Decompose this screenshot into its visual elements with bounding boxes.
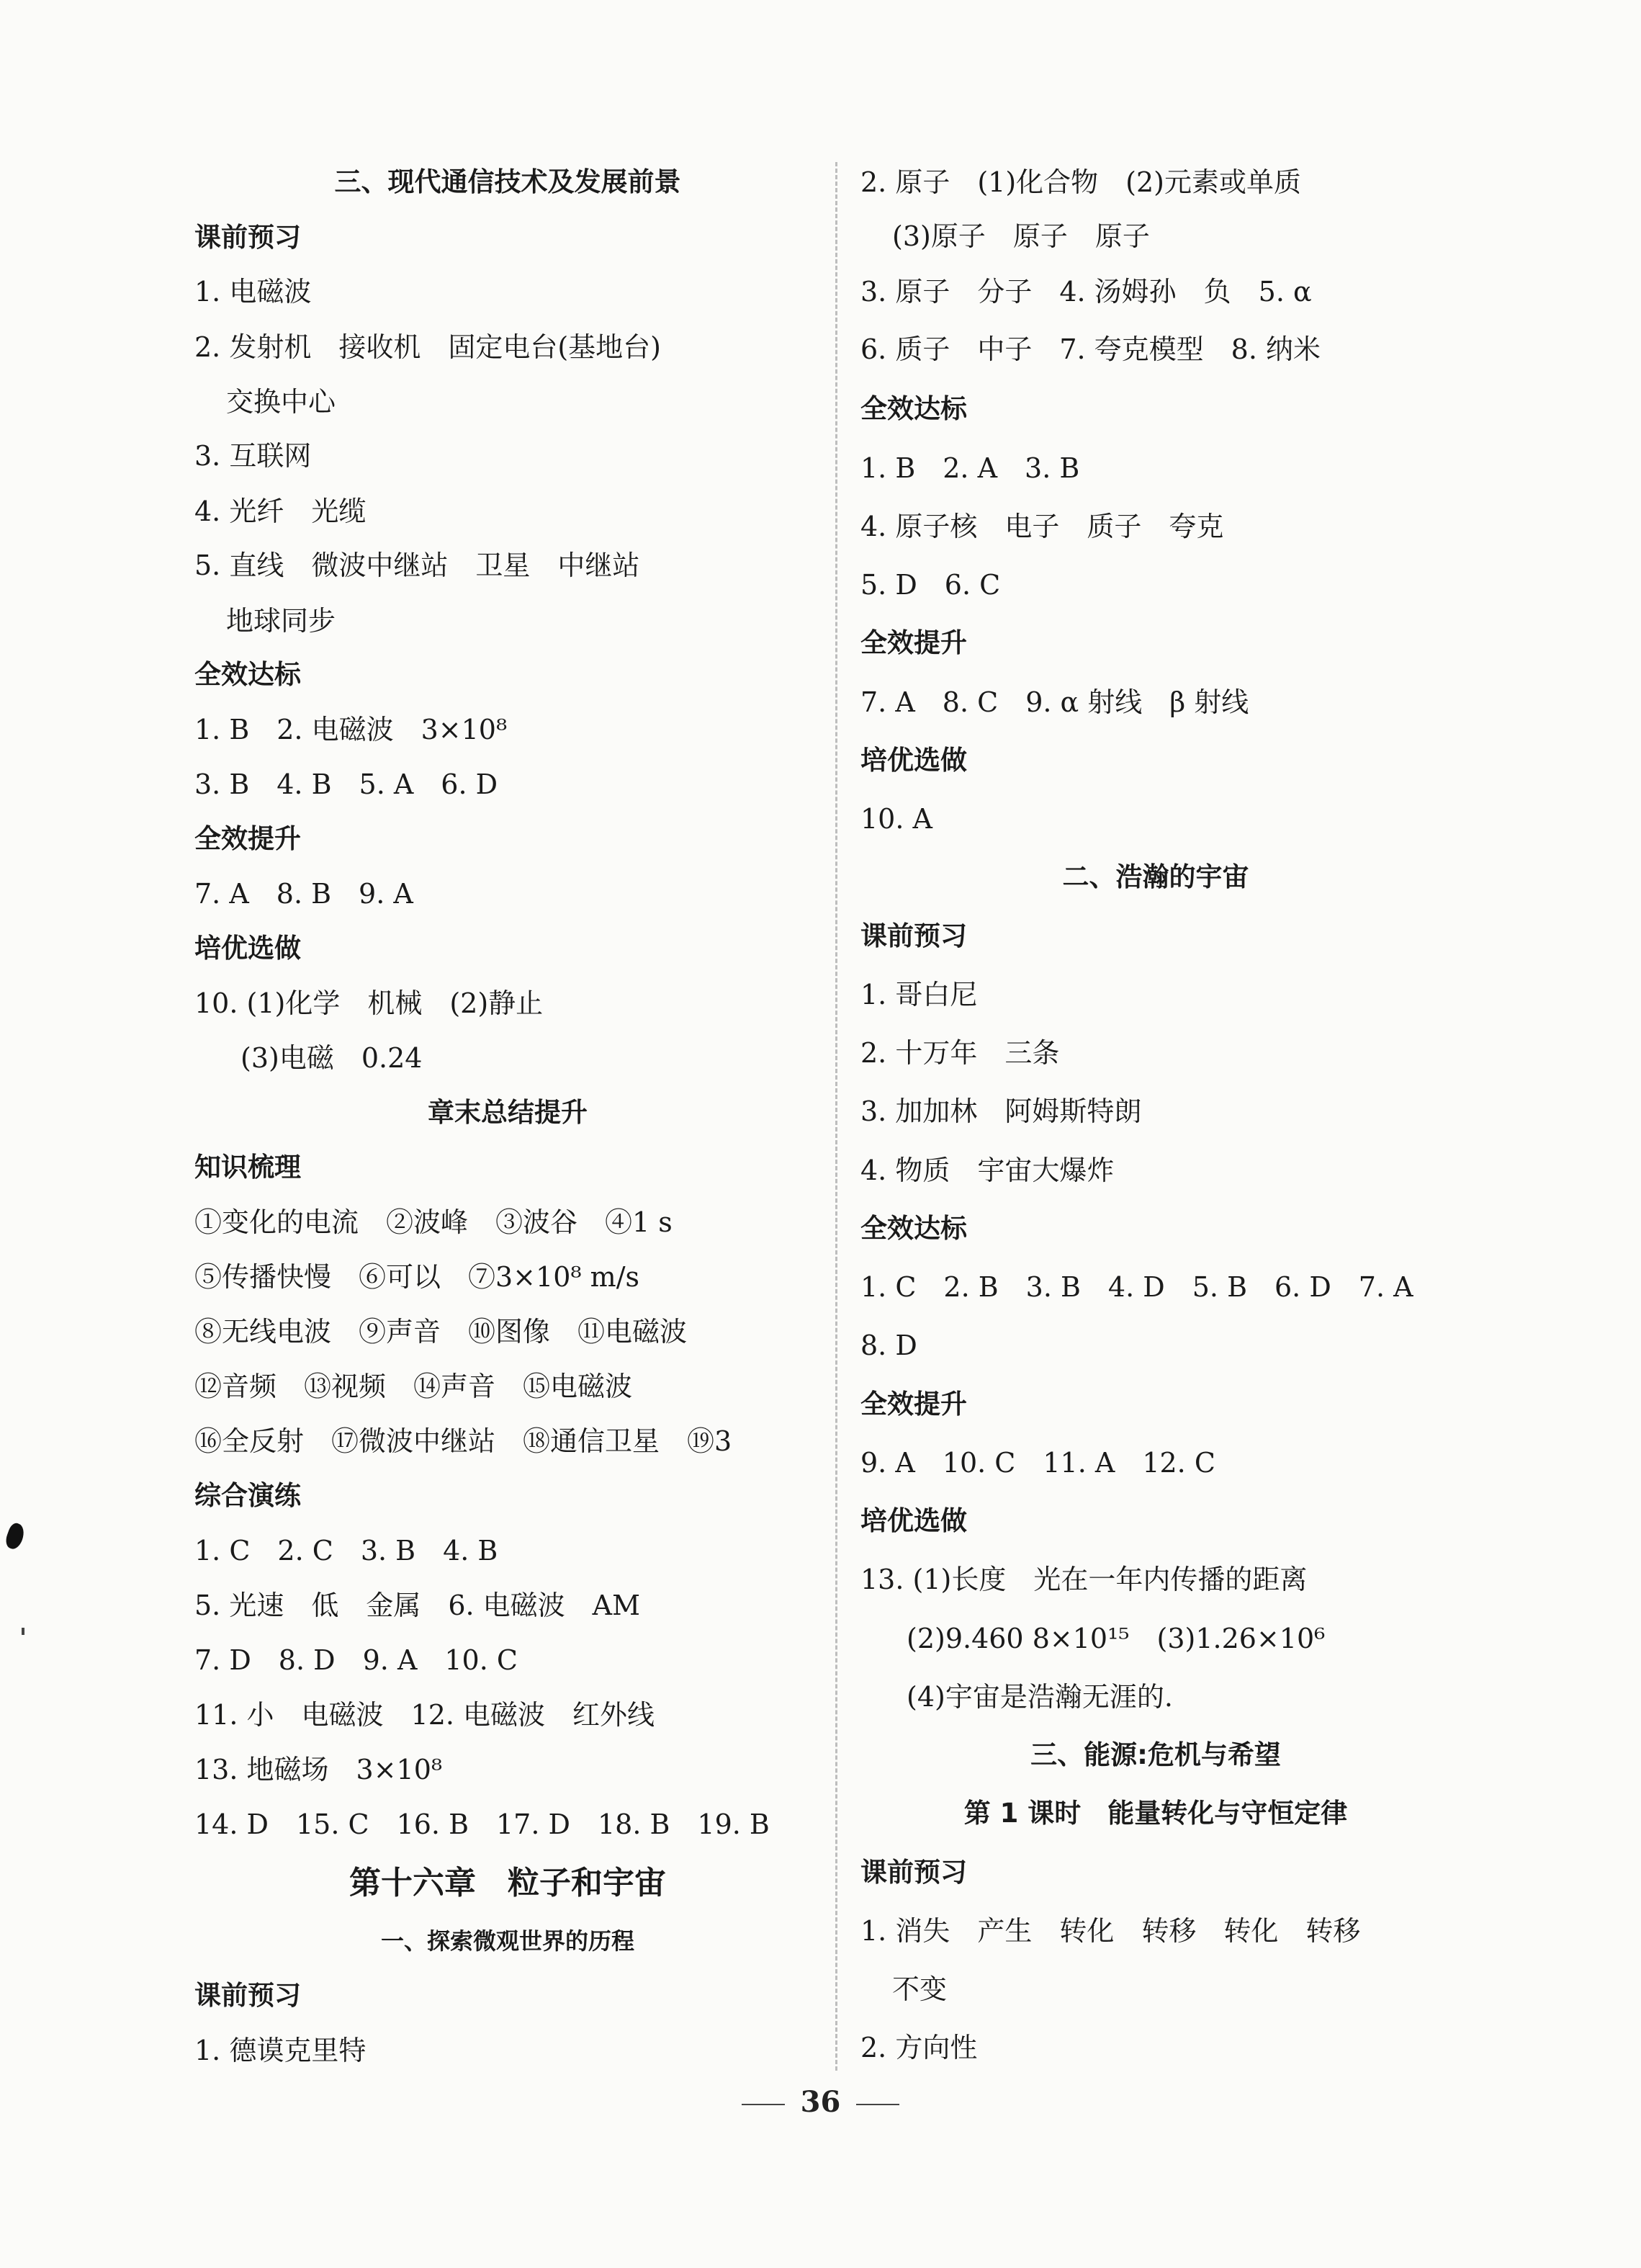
column-divider — [835, 162, 837, 2071]
answer-line: 13. 地磁场 3×10⁸ — [194, 1754, 443, 1785]
answer-line: 3. 原子 分子 4. 汤姆孙 负 5. α — [860, 276, 1312, 308]
answer-line: ⑫音频 ⑬视频 ⑭声音 ⑮电磁波 — [194, 1371, 633, 1402]
answer-line: 5. 直线 微波中继站 卫星 中继站 — [194, 550, 640, 581]
answer-line: 2. 原子 (1)化合物 (2)元素或单质 — [860, 166, 1301, 198]
answer-line: 3. 加加林 阿姆斯特朗 — [860, 1095, 1142, 1127]
section-heading: 培优选做 — [860, 745, 967, 776]
answer-line: 4. 光纤 光缆 — [194, 496, 367, 527]
section-heading: 课前预习 — [860, 920, 967, 951]
answer-line: 8. D — [860, 1330, 917, 1361]
answer-continuation: 不变 — [892, 1973, 948, 2005]
section-heading: 全效达标 — [860, 393, 967, 424]
answer-line: 1. 德谟克里特 — [194, 2035, 367, 2066]
answer-line: 2. 方向性 — [860, 2032, 978, 2063]
section-heading: 课前预习 — [194, 222, 301, 253]
answer-line: 9. A 10. C 11. A 12. C — [860, 1447, 1215, 1479]
answer-line: 1. 哥白尼 — [860, 979, 978, 1010]
page-number — [0, 2085, 1641, 2119]
answer-line: 6. 质子 中子 7. 夸克模型 8. 纳米 — [860, 333, 1321, 365]
answer-continuation: (3)电磁 0.24 — [240, 1042, 423, 1074]
section-heading: 全效提升 — [194, 823, 301, 854]
section-title: 三、现代通信技术及发展前景 — [334, 166, 681, 197]
ink-speck — [22, 1628, 24, 1635]
section-heading: 知识梳理 — [194, 1152, 301, 1183]
answer-line: 2. 发射机 接收机 固定电台(基地台) — [194, 331, 661, 363]
answer-line: 1. B 2. A 3. B — [860, 452, 1080, 484]
chapter-title: 第十六章 粒子和宇宙 — [349, 1865, 666, 1901]
answer-line: 1. B 2. 电磁波 3×10⁸ — [194, 714, 508, 745]
section-heading: 课前预习 — [860, 1857, 967, 1888]
answer-line: 1. 消失 产生 转化 转移 转化 转移 — [860, 1915, 1361, 1947]
dash-right — [856, 2104, 899, 2105]
answer-line: 3. 互联网 — [194, 440, 312, 472]
answer-line: 7. D 8. D 9. A 10. C — [194, 1644, 518, 1676]
section-heading: 课前预习 — [194, 1980, 301, 2011]
answer-continuation: 地球同步 — [226, 605, 336, 637]
section-heading: 全效达标 — [860, 1213, 967, 1244]
answer-line: ⑯全反射 ⑰微波中继站 ⑱通信卫星 ⑲3 — [194, 1425, 732, 1457]
answer-line: 4. 物质 宇宙大爆炸 — [860, 1155, 1115, 1186]
answer-line: 1. C 2. B 3. B 4. D 5. B 6. D 7. A — [860, 1271, 1413, 1303]
answer-line: 7. A 8. C 9. α 射线 β 射线 — [860, 686, 1249, 718]
section-title: 第 1 课时 能量转化与守恒定律 — [963, 1798, 1348, 1829]
answer-line: ⑤传播快慢 ⑥可以 ⑦3×10⁸ m/s — [194, 1261, 640, 1293]
answer-line: 5. 光速 低 金属 6. 电磁波 AM — [194, 1590, 641, 1621]
answer-continuation: (4)宇宙是浩瀚无涯的. — [907, 1681, 1173, 1713]
answer-line: 7. A 8. B 9. A — [194, 878, 413, 910]
answer-line: 5. D 6. C — [860, 569, 1001, 601]
answer-continuation: 交换中心 — [226, 386, 336, 418]
dash-left — [742, 2104, 785, 2105]
answer-line: 1. 电磁波 — [194, 276, 312, 308]
answer-continuation: (2)9.460 8×10¹⁵ (3)1.26×10⁶ — [907, 1623, 1326, 1654]
section-heading: 全效提升 — [860, 1389, 967, 1420]
answer-line: 13. (1)长度 光在一年内传播的距离 — [860, 1564, 1308, 1595]
section-heading: 培优选做 — [194, 933, 301, 964]
answer-line: 10. A — [860, 803, 932, 835]
section-title: 三、能源:危机与希望 — [1030, 1739, 1281, 1770]
answer-line: 1. C 2. C 3. B 4. B — [194, 1535, 498, 1566]
answer-continuation: (3)原子 原子 原子 — [892, 220, 1150, 252]
answer-line: ①变化的电流 ②波峰 ③波谷 ④1 s — [194, 1206, 673, 1238]
lesson-title: 一、探索微观世界的历程 — [380, 1927, 634, 1955]
answer-line: ⑧无线电波 ⑨声音 ⑩图像 ⑪电磁波 — [194, 1316, 688, 1348]
answer-line: 3. B 4. B 5. A 6. D — [194, 768, 498, 800]
section-heading: 综合演练 — [194, 1480, 301, 1511]
answer-line: 10. (1)化学 机械 (2)静止 — [194, 987, 544, 1019]
section-heading: 全效提升 — [860, 627, 967, 658]
answer-line: 2. 十万年 三条 — [860, 1037, 1060, 1069]
section-heading: 全效达标 — [194, 659, 301, 690]
section-title: 二、浩瀚的宇宙 — [1062, 861, 1249, 892]
page-number-text: 36 — [800, 2085, 841, 2119]
section-heading: 培优选做 — [860, 1505, 967, 1536]
answer-line: 14. D 15. C 16. B 17. D 18. B 19. B — [194, 1808, 770, 1840]
ink-smudge — [4, 1521, 27, 1551]
answer-line: 4. 原子核 电子 质子 夸克 — [860, 511, 1224, 542]
answer-line: 11. 小 电磁波 12. 电磁波 红外线 — [194, 1699, 655, 1731]
section-title: 章末总结提升 — [428, 1097, 588, 1128]
